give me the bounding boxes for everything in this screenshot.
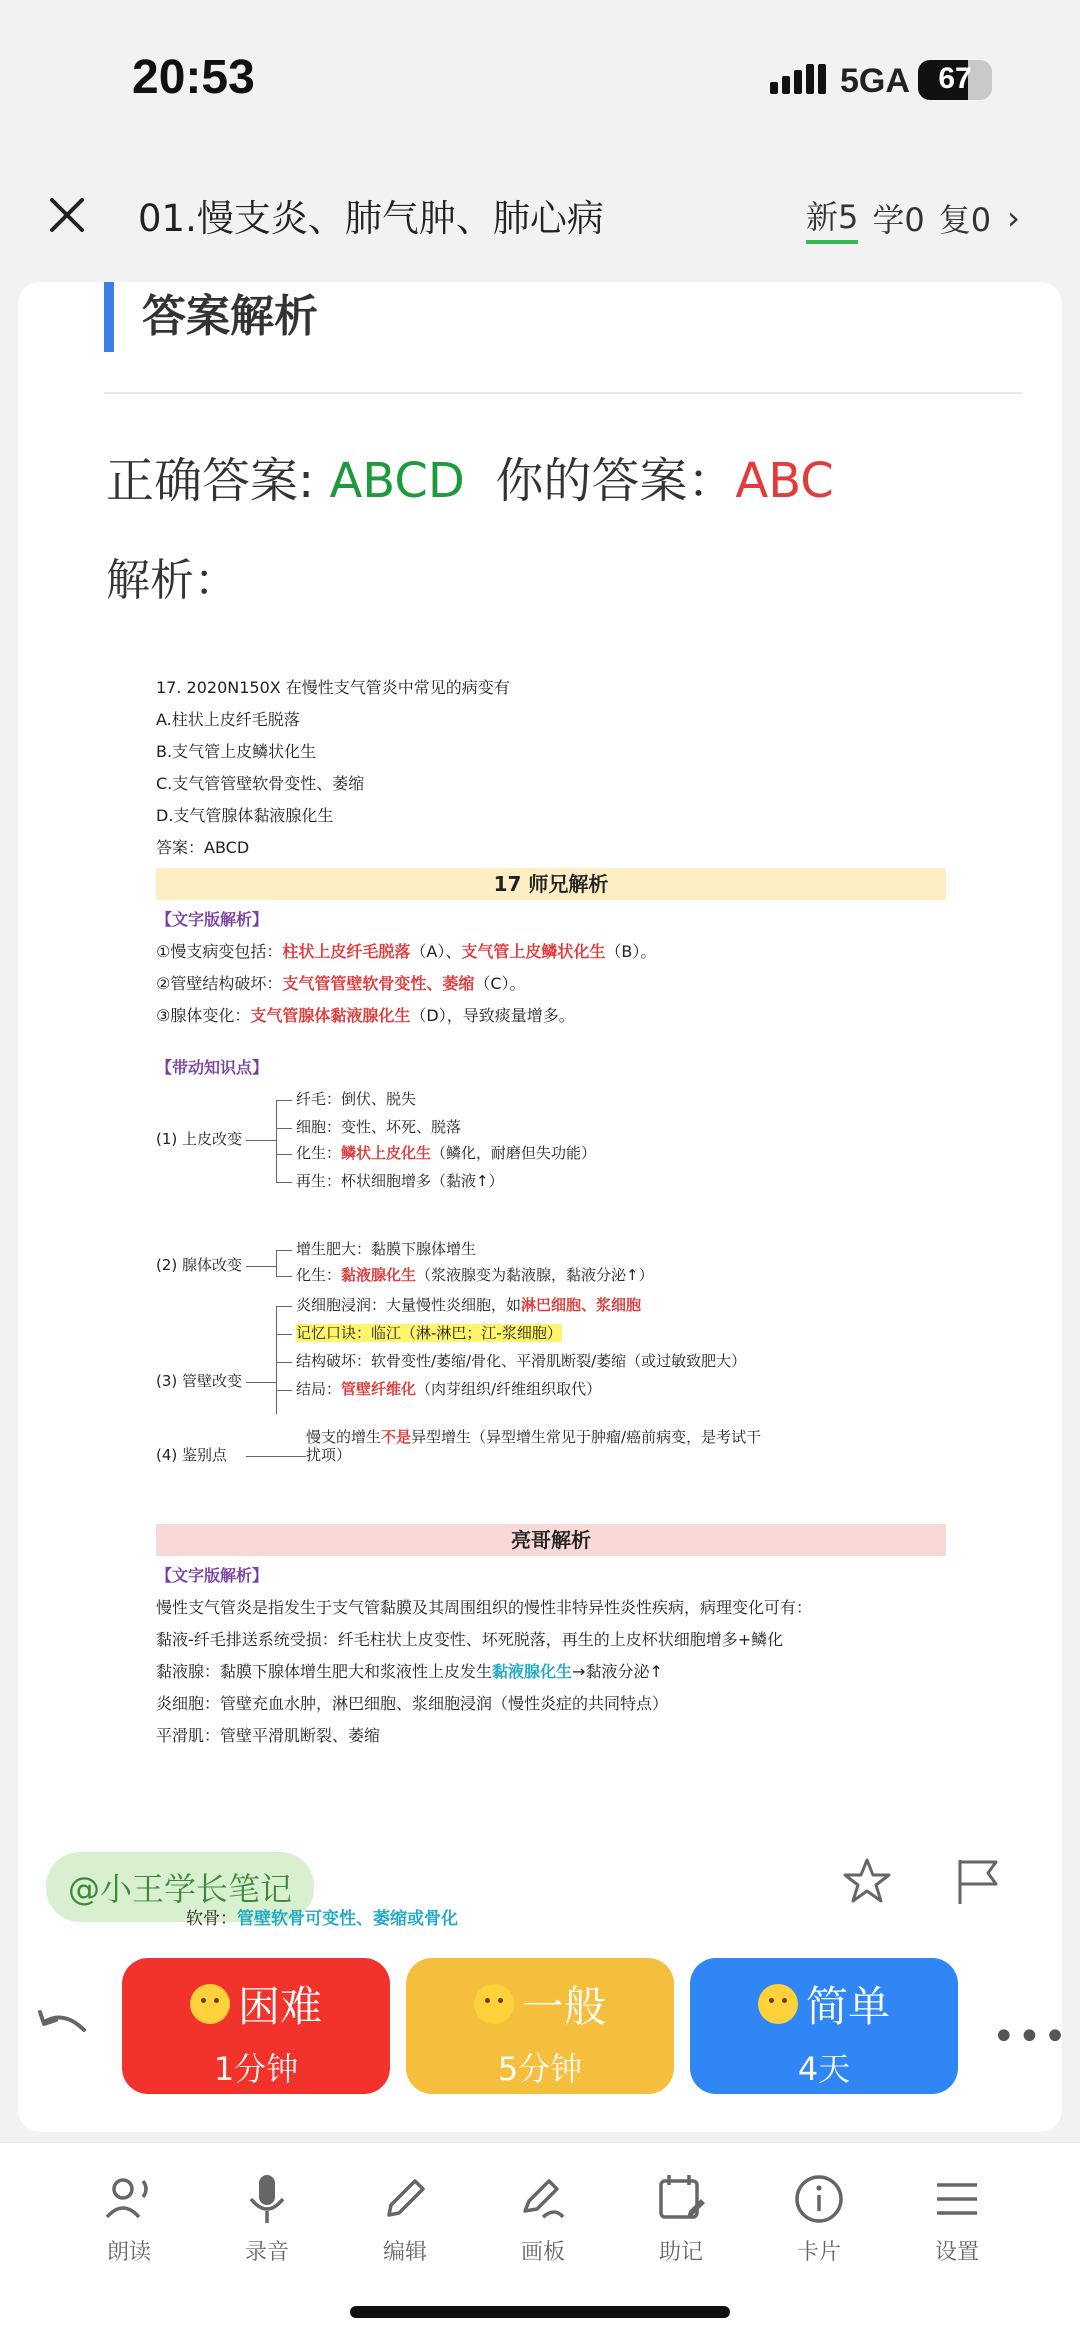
- option-a: A.柱状上皮纤毛脱落: [156, 710, 300, 730]
- brush-icon: [515, 2171, 571, 2227]
- signal-icon: [770, 62, 828, 98]
- neutral-face-icon: [474, 1984, 514, 2024]
- clock: 20:53: [132, 51, 255, 104]
- knowledge-tree: (1) 上皮改变 纤毛：倒伏、脱失 细胞：变性、坏死、脱落 化生：鳞状上皮化生（鳞化，耐磨但失功能） 再生：杯状细胞增多（黏液↑） (2) 腺体改变 增生肥大：黏膜下腺体增生 化生：黏液腺化生（浆液腺变为黏液腺，黏液分泌↑） (3) 管壁改变 炎细胞浸润：大量慢性炎细胞，如淋巴细胞、浆细胞 记忆口诀：临江（淋-淋巴；江-浆细胞） 结构破坏：软骨变性/萎缩/骨化、平滑肌断裂/萎缩（或过敏致肥大） 结局：管壁纤维化（肉芽组织/纤维组织取代） (4) 鉴别点 慢支的增生不是异型增生（异型增生常见于肿瘤/癌前病变，是考试干扰项）: [156, 1090, 762, 1464]
- liang-analysis-header: 亮哥解析: [156, 1524, 946, 1556]
- tool-settings[interactable]: 设置: [902, 2171, 1012, 2266]
- microphone-icon: [239, 2171, 295, 2227]
- rating-hard-button[interactable]: 困难 1分钟: [122, 1958, 390, 2094]
- question-text: 17. 2020N150X 在慢性支气管炎中常见的病变有: [156, 678, 510, 698]
- point-2: ②管壁结构破坏： 支气管管壁软骨变性、萎缩 （C）。: [156, 974, 526, 994]
- group-wall: (3) 管壁改变: [156, 1372, 243, 1390]
- speaker-person-icon: [101, 2171, 157, 2227]
- new-count: 新5: [806, 192, 858, 244]
- explanation-image: 17. 2020N150X 在慢性支气管炎中常见的病变有 A.柱状上皮纤毛脱落 B.支气管上皮鳞状化生 C.支气管管壁软骨变性、萎缩 D.支气管腺体黏液腺化生 答案：ABCD 17 师兄解析 【文字版解析】 ①慢支病变包括： 柱状上皮纤毛脱落 （A）、 支气管上皮鳞状化生 （B）。 ②管壁结构破坏： 支气管管壁软骨变性、萎缩 （C）。 ③腺体变化： 支气管腺体黏液腺化生 （D），导致痰量增多。 【带动知识点】 (1) 上皮改变 纤毛：倒伏、脱失 细胞：变性、坏死、脱落 化生：鳞状上皮化生（鳞化，耐磨但失功能） 再生：杯状细胞增多（黏液↑） (2) 腺体改变 增生肥大：黏膜下腺体增生 化生：黏液腺化生（浆液腺变为黏液腺，黏液分泌↑） (3) 管壁改变 炎细胞浸润：大量慢性炎细胞，如淋巴细胞、浆细胞 记忆口诀：临江（淋-淋巴；江-浆细胞） 结构破坏：软骨变性/萎缩/骨化、平滑肌断裂/萎缩（或过敏致肥大） 结局：管壁纤维化（肉芽组织/纤维组织取代） (4) 鉴别点 慢支的增生不是异型增生（异型增生常见于肿瘤/癌前病变，是考试干扰项） 亮哥解析 【文字版解析】 慢性支气管炎是指发生于支气管黏膜及其周围组织的慢性非特异性炎性疾病，病理变化可有： 黏液-纤毛排送系统受损：纤毛柱状上皮变性、坏死脱落，再生的上皮杯状细胞增多+鳞化 黏液腺：黏膜下腺体增生肥大和浆液性上皮发生 黏液腺化生 →黏液分泌↑ 炎细胞：管壁充血水肿，淋巴细胞、浆细胞浸润（慢性炎症的共同特点） 平滑肌：管壁平滑肌断裂、萎缩: [156, 672, 946, 1752]
- flag-icon[interactable]: [952, 1856, 1002, 1906]
- deck-title: 01.慢支炎、肺气肿、肺心病: [138, 197, 604, 240]
- knowledge-tag: 【带动知识点】: [156, 1058, 269, 1078]
- tool-edit[interactable]: 编辑: [350, 2171, 460, 2266]
- divider: [104, 392, 1022, 394]
- more-icon[interactable]: •••: [992, 2014, 1069, 2060]
- tool-record[interactable]: 录音: [212, 2171, 322, 2266]
- menu-icon: [929, 2171, 985, 2227]
- sad-face-icon: [190, 1984, 230, 2024]
- undo-icon[interactable]: [36, 2008, 90, 2048]
- home-indicator: [350, 2306, 730, 2318]
- answer-text: 答案：ABCD: [156, 838, 250, 858]
- battery-level: 67: [938, 62, 972, 95]
- rating-easy-button[interactable]: 简单 4天: [690, 1958, 958, 2094]
- your-answer: ABC: [735, 453, 834, 509]
- learn-count: 学0: [872, 201, 925, 239]
- option-c: C.支气管管壁软骨变性、萎缩: [156, 774, 365, 794]
- your-label: 你的答案：: [495, 453, 736, 509]
- point-3: ③腺体变化： 支气管腺体黏液腺化生 （D），导致痰量增多。: [156, 1006, 575, 1026]
- battery-icon: [918, 60, 992, 100]
- peek-line: 软骨：管壁软骨可变性、萎缩或骨化: [186, 1909, 458, 1929]
- tool-read-aloud[interactable]: 朗读: [74, 2171, 184, 2266]
- pencil-icon: [377, 2171, 433, 2227]
- group-differential: (4) 鉴别点: [156, 1446, 228, 1464]
- option-b: B.支气管上皮鳞状化生: [156, 742, 317, 762]
- close-icon[interactable]: [44, 192, 90, 238]
- tool-card-info[interactable]: 卡片: [764, 2171, 874, 2266]
- network-type: 5GA: [840, 62, 910, 100]
- correct-answer: ABCD: [329, 453, 465, 509]
- rating-medium-button[interactable]: 一般 5分钟: [406, 1958, 674, 2094]
- text-analysis-tag: 【文字版解析】: [156, 910, 269, 930]
- analysis-label: 解析：: [106, 555, 238, 606]
- section-title: 答案解析: [104, 282, 318, 352]
- point-1: ①慢支病变包括： 柱状上皮纤毛脱落 （A）、 支气管上皮鳞状化生 （B）。: [156, 942, 657, 962]
- progress-stats[interactable]: [806, 192, 1020, 244]
- status-bar: [0, 0, 1080, 160]
- review-count: 复0: [938, 201, 992, 239]
- header: [0, 170, 1080, 260]
- star-icon[interactable]: [842, 1856, 892, 1906]
- chevron-right-icon: ›: [1007, 199, 1020, 237]
- happy-face-icon: [758, 1984, 798, 2024]
- tool-mnemonic[interactable]: 助记: [626, 2171, 736, 2266]
- correct-label: 正确答案:: [106, 453, 330, 509]
- watermark-label: @小王学长笔记: [46, 1852, 314, 1922]
- tool-drawing-board[interactable]: 画板: [488, 2171, 598, 2266]
- senior-analysis-header: 17 师兄解析: [156, 868, 946, 900]
- group-epithelium: (1) 上皮改变: [156, 1130, 243, 1148]
- text-analysis-tag-2: 【文字版解析】: [156, 1566, 269, 1586]
- calendar-edit-icon: [653, 2171, 709, 2227]
- group-gland: (2) 腺体改变: [156, 1256, 243, 1274]
- info-icon: [791, 2171, 847, 2227]
- answer-line: [106, 442, 834, 511]
- option-d: D.支气管腺体黏液腺化生: [156, 806, 334, 826]
